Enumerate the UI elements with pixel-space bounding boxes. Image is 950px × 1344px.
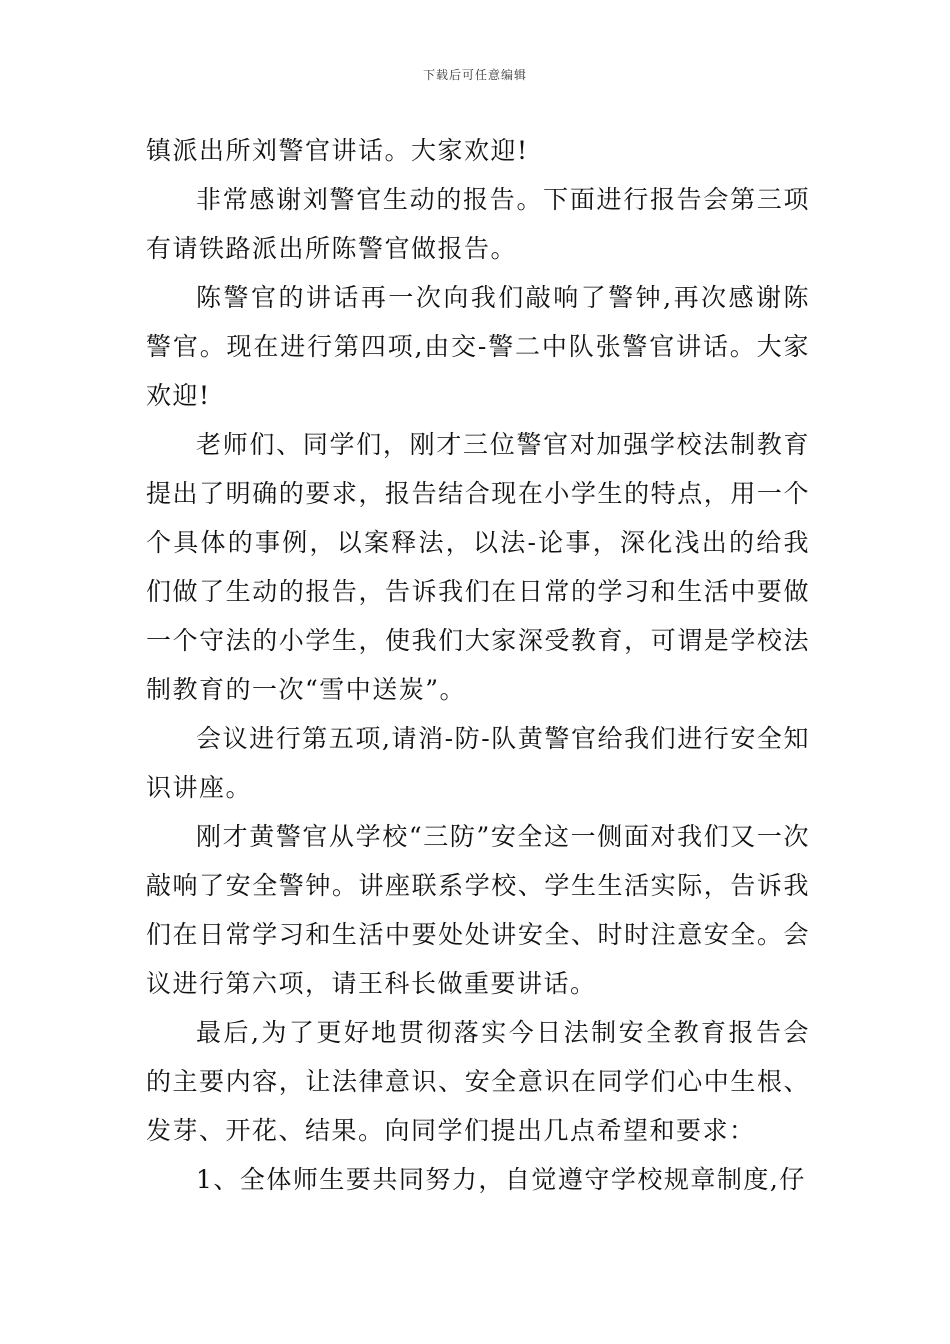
page-header: 下载后可任意编辑 bbox=[422, 68, 527, 82]
paragraph: 1、全体师生要共同努力，自觉遵守学校规章制度,仔 bbox=[196, 1165, 806, 1194]
paragraph: 最后,为了更好地贯彻落实今日法制安全教育报告会的主要内容，让法律意识、安全意识在同学们心中生根、发芽、开花、结果。向同学们提出几点希望和要求： bbox=[146, 1018, 810, 1145]
paragraph: 镇派出所刘警官讲话。大家欢迎! bbox=[146, 136, 529, 165]
paragraph: 会议进行第五项,请消-防-队黄警官给我们进行安全知识讲座。 bbox=[146, 724, 810, 802]
paragraph: 非常感谢刘警官生动的报告。下面进行报告会第三项有请铁路派出所陈警官做报告。 bbox=[146, 185, 810, 263]
paragraph: 刚才黄警官从学校“三防”安全这一侧面对我们又一次敲响了安全警钟。讲座联系学校、学生生活实际，告诉我们在日常学习和生活中要处处讲安全、时时注意安全。会议进行第六项，请王科长做重要讲话。 bbox=[146, 822, 810, 998]
document-body bbox=[146, 126, 810, 1204]
paragraph: 陈警官的讲话再一次向我们敲响了警钟,再次感谢陈警官。现在进行第四项,由交-警二中队张警官讲话。大家欢迎! bbox=[146, 283, 810, 410]
paragraph: 老师们、同学们，刚才三位警官对加强学校法制教育提出了明确的要求，报告结合现在小学生的特点，用一个个具体的事例，以案释法，以法-论事，深化浅出的给我们做了生动的报告，告诉我们在日常的学习和生活中要做一个守法的小学生，使我们大家深受教育，可谓是学校法制教育的一次“雪中送炭”。 bbox=[146, 430, 810, 704]
